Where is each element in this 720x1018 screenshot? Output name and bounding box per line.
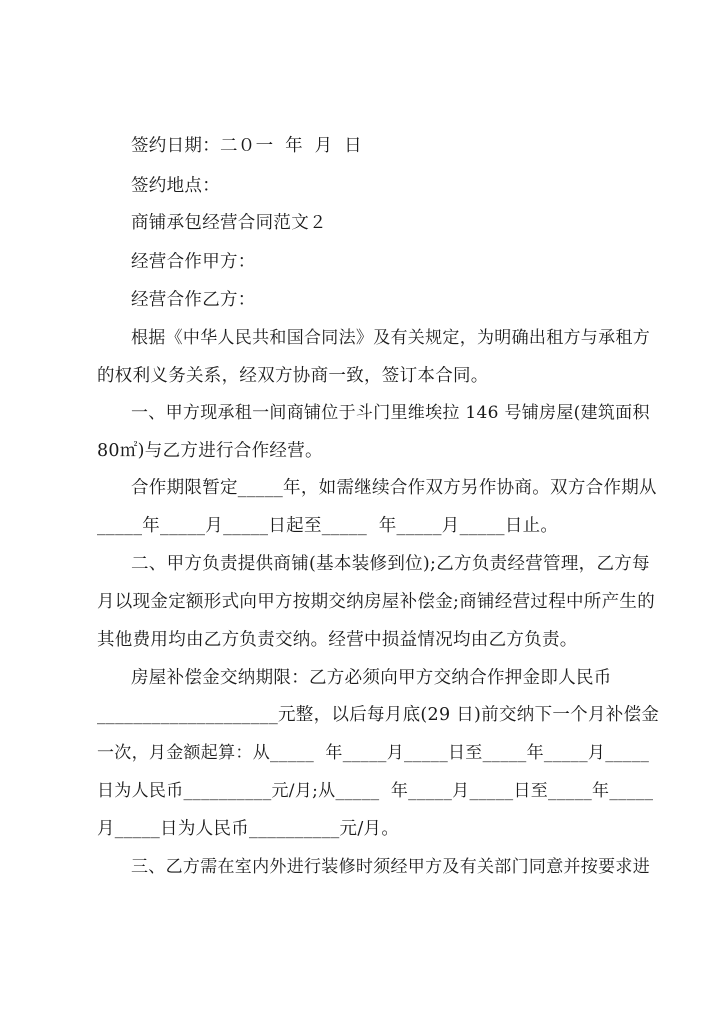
- clause-2-line-1: 二、甲方负责提供商铺(基本装修到位);乙方负责经营管理，乙方每: [131, 554, 650, 574]
- signing-date-line: 签约日期：二０一 年 月 日: [131, 136, 362, 156]
- clause-2-line-3: 其他费用均由乙方负责交纳。经营中损益情况均由乙方负责。: [97, 630, 578, 650]
- payment-line-2: ____________________元整，以后每月底(29 日)前交纳下一个月补偿金: [97, 705, 660, 725]
- term-line-1: 合作期限暂定_____年，如需继续合作双方另作协商。双方合作期从: [131, 478, 657, 498]
- clause-2-line-2: 月以现金定额形式向甲方按期交纳房屋补偿金;商铺经营过程中所产生的: [97, 592, 655, 612]
- party-b-line: 经营合作乙方：: [131, 290, 256, 310]
- contract-title-line: 商铺承包经营合同范文２: [131, 213, 327, 233]
- payment-line-1: 房屋补偿金交纳期限：乙方必须向甲方交纳合作押金即人民币: [131, 668, 612, 688]
- payment-line-5: 月_____日为人民币__________元/月。: [97, 819, 400, 839]
- clause-3-line-1: 三、乙方需在室内外进行装修时须经甲方及有关部门同意并按要求进: [131, 857, 650, 877]
- preamble-line-1: 根据《中华人民共和国合同法》及有关规定，为明确出租方与承租方: [131, 328, 650, 348]
- term-line-2: _____年_____月_____日起至_____ 年_____月_____日止。: [97, 516, 559, 536]
- payment-line-3: 一次，月金额起算：从_____ 年_____月_____日至_____年_____月_____: [97, 743, 650, 763]
- clause-1-line-2: 80㎡)与乙方进行合作经营。: [97, 441, 323, 461]
- party-a-line: 经营合作甲方：: [131, 252, 256, 272]
- signing-place-line: 签约地点：: [131, 176, 220, 196]
- preamble-line-2: 的权利义务关系，经双方协商一致，签订本合同。: [97, 366, 489, 386]
- clause-1-line-1: 一、甲方现承租一间商铺位于斗门里维埃拉 146 号铺房屋(建筑面积: [131, 403, 650, 423]
- payment-line-4: 日为人民币__________元/月;从_____ 年_____月_____日至_____年_____: [97, 781, 654, 801]
